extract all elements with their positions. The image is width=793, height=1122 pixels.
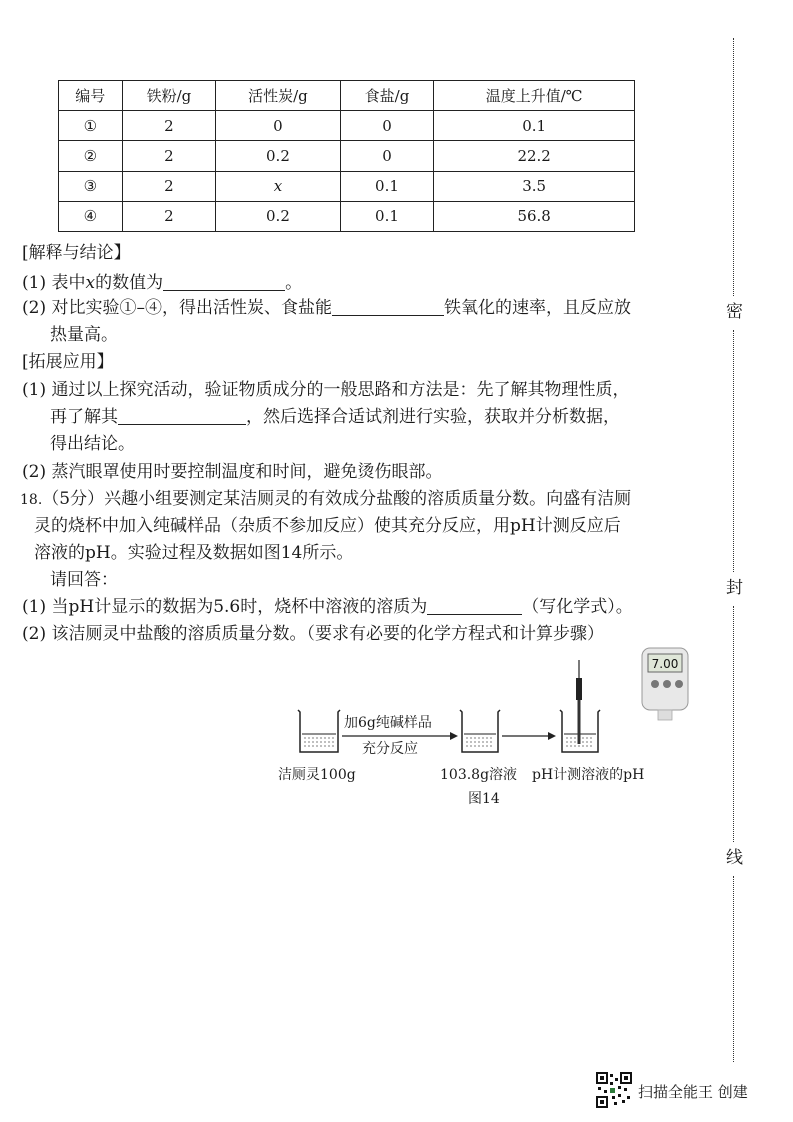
question-text: （5分）兴趣小组要测定某洁厕灵的有效成分盐酸的溶质质量分数。向盛有洁厕	[42, 489, 632, 509]
question-text: 铁氧化的速率，且反应放	[444, 298, 631, 318]
figure-arrow-label-top: 加6g纯碱样品	[344, 715, 432, 731]
table-cell: 22.2	[434, 141, 635, 171]
table-cell: ④	[59, 201, 123, 231]
table-cell: 56.8	[434, 201, 635, 231]
question-text: 当pH计显示的数据为5.6时，烧杯中溶液的溶质为	[51, 597, 428, 617]
question-18-part-1	[22, 595, 633, 619]
table-cell: 2	[122, 201, 216, 231]
question-number: (1)	[22, 597, 47, 617]
experiment-table	[58, 80, 635, 232]
binding-char-mi: 密	[722, 302, 742, 319]
header-cell: 编号	[59, 81, 123, 111]
question-18-line1	[20, 487, 631, 512]
ph-meter-reading: 7.00	[651, 657, 679, 671]
table-cell: 0.2	[216, 201, 340, 231]
table-cell: 2	[122, 141, 216, 171]
header-cell: 活性炭/g	[216, 81, 340, 111]
explain-question-2-cont: 热量高。	[50, 325, 118, 345]
table-cell: 0.1	[434, 111, 635, 141]
figure-label-left: 洁厕灵100g	[278, 767, 356, 783]
question-text: 表中	[51, 273, 86, 293]
question-text: 通过以上探究活动，验证物质成分的一般思路和方法是：先了解其物理性质，	[51, 380, 630, 400]
table-cell: 0	[216, 111, 340, 141]
variable-x: x	[85, 273, 96, 293]
explain-question-2	[22, 296, 631, 320]
beaker-icon	[460, 710, 500, 752]
question-18-line2: 灵的烧杯中加入纯碱样品（杂质不参加反应）使其充分反应，用pH计测反应后	[34, 516, 621, 536]
table-cell: ③	[59, 171, 123, 201]
table-row	[59, 171, 635, 201]
question-text: 。	[285, 273, 303, 293]
explain-heading: [解释与结论】	[22, 243, 131, 263]
qr-code-icon	[596, 1072, 632, 1108]
arrow-icon	[502, 732, 556, 740]
binding-char-xian: 线	[722, 848, 742, 865]
question-number: (1)	[22, 273, 47, 293]
binding-line	[733, 606, 734, 842]
question-text: （写化学式）。	[522, 597, 633, 617]
binding-char-feng: 封	[722, 578, 742, 595]
binding-line	[733, 38, 734, 296]
figure-caption: 图14	[468, 791, 500, 807]
question-text: 对比实验①–④，得出活性炭、食盐能	[51, 298, 332, 318]
question-number: (2)	[22, 624, 47, 644]
explain-question-1	[22, 271, 302, 295]
question-18-prompt: 请回答：	[50, 570, 118, 590]
figure-label-right: pH计测溶液的pH	[532, 767, 645, 783]
table-cell: ②	[59, 141, 123, 171]
extend-question-2	[22, 460, 443, 484]
table-row	[59, 141, 635, 171]
answer-blank[interactable]	[163, 272, 285, 291]
table-header-row	[59, 81, 635, 111]
table-cell: x	[216, 171, 340, 201]
beaker-with-probe-icon	[560, 660, 600, 752]
table-cell: 0.1	[340, 201, 434, 231]
question-text: 再了解其	[50, 407, 118, 427]
question-number: 18.	[20, 492, 43, 508]
figure-label-middle: 103.8g溶液	[440, 767, 518, 783]
table-row	[59, 111, 635, 141]
table-cell: 0.2	[216, 141, 340, 171]
question-number: (1)	[22, 380, 47, 400]
question-text: 蒸汽眼罩使用时要控制温度和时间，避免烫伤眼部。	[51, 462, 443, 482]
beaker-icon	[298, 710, 340, 752]
question-number: (2)	[22, 462, 47, 482]
question-18-line3: 溶液的pH。实验过程及数据如图14所示。	[34, 543, 354, 563]
extend-question-1-line3: 得出结论。	[50, 434, 135, 454]
table-cell: ①	[59, 111, 123, 141]
question-number: (2)	[22, 298, 47, 318]
header-cell: 铁粉/g	[122, 81, 216, 111]
question-text: ，然后选择合适试剂进行实验，获取并分析数据，	[246, 407, 620, 427]
question-text: 该洁厕灵中盐酸的溶质质量分数。（要求有必要的化学方程式和计算步骤）	[51, 624, 604, 644]
table-cell: 0	[340, 141, 434, 171]
figure-14-diagram	[280, 640, 700, 760]
table-cell: 0.1	[340, 171, 434, 201]
answer-blank[interactable]	[118, 406, 246, 425]
scanner-watermark-text: 扫描全能王 创建	[638, 1083, 748, 1101]
table-cell: 0	[340, 111, 434, 141]
table-cell: 3.5	[434, 171, 635, 201]
header-cell: 食盐/g	[340, 81, 434, 111]
table-cell: 2	[122, 111, 216, 141]
header-cell: 温度上升值/℃	[434, 81, 635, 111]
extend-question-1	[22, 378, 630, 402]
figure-arrow-label-bottom: 充分反应	[362, 741, 418, 757]
answer-blank[interactable]	[427, 596, 522, 615]
extend-heading: [拓展应用】	[22, 352, 114, 372]
table-row	[59, 201, 635, 231]
binding-line	[733, 330, 734, 572]
answer-blank[interactable]	[332, 297, 444, 316]
table-cell: 2	[122, 171, 216, 201]
extend-question-1-line2	[50, 405, 620, 429]
question-text: 的数值为	[95, 273, 164, 293]
binding-line	[733, 876, 734, 1062]
